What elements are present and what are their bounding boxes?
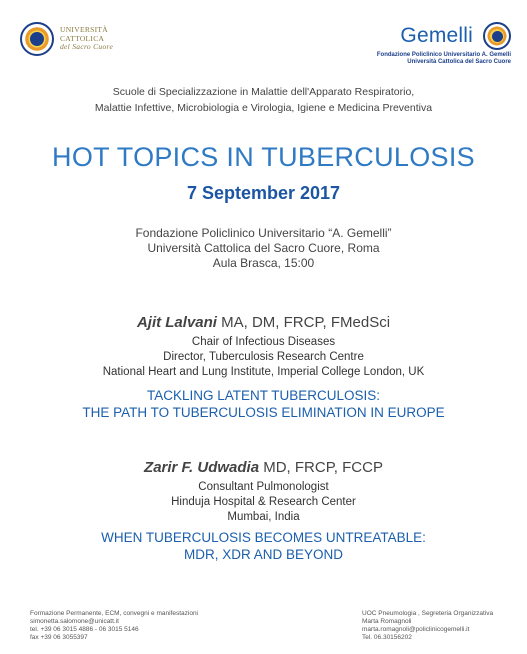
event-title: HOT TOPICS IN TUBERCULOSIS — [52, 142, 475, 172]
footer-right — [362, 610, 493, 642]
speaker-name: Zarir F. Udwadia — [144, 459, 260, 476]
speaker-role: Consultant Pulmonologist — [198, 481, 329, 493]
event-date: 7 September 2017 — [186, 183, 341, 203]
speaker-role: Hinduja Hospital & Research Center — [171, 496, 356, 508]
university-logo — [20, 22, 113, 56]
schools-line: Scuole di Specializzazione in Malattie dell'Apparato Respiratorio, — [112, 86, 415, 98]
footer-left — [30, 610, 198, 642]
gemelli-subtitle-line: Fondazione Policlinico Universitario A. Gemelli — [376, 52, 511, 58]
gemelli-seal-icon — [483, 22, 511, 50]
footer-line: Formazione Permanente, ECM, convegni e manifestazioni — [30, 610, 198, 617]
footer-email[interactable]: simonetta.salomone@unicatt.it — [30, 618, 119, 625]
venue-line: Fondazione Policlinico Universitario “A. Gemelli” — [135, 226, 392, 240]
talk-title-line: WHEN TUBERCULOSIS BECOMES UNTREATABLE: — [101, 530, 426, 545]
university-name-line: UNIVERSITÀ — [60, 25, 108, 35]
university-name-line: CATTOLICA — [60, 33, 105, 43]
speaker-role: Director, Tuberculosis Research Centre — [163, 351, 364, 363]
speaker-role: Chair of Infectious Diseases — [191, 336, 336, 348]
footer-line: Marta Romagnoli — [362, 618, 412, 625]
gemelli-subtitle-line: Università Cattolica del Sacro Cuore — [407, 59, 511, 65]
gemelli-name: Gemelli — [400, 24, 473, 47]
speaker-titles: MA, DM, FRCP, FMedSci — [216, 314, 391, 331]
talk-title-line: TACKLING LATENT TUBERCULOSIS: — [146, 388, 381, 403]
footer-line: Tel. 06.30156202 — [362, 634, 412, 641]
speaker-name: Ajit Lalvani — [136, 314, 217, 331]
venue-line: Università Cattolica del Sacro Cuore, Roma — [147, 241, 380, 255]
gemelli-logo — [311, 22, 511, 66]
speaker-block — [0, 459, 527, 563]
schools-block — [0, 84, 527, 116]
footer-email[interactable]: marta.romagnoli@policlinicogemelli.it — [362, 626, 470, 633]
university-name — [60, 26, 113, 52]
university-seal-icon — [20, 22, 54, 56]
footer-line: fax +39 06 3055397 — [30, 634, 88, 641]
university-name-line: del Sacro Cuore — [60, 42, 114, 52]
speaker-titles: MD, FRCP, FCCP — [259, 459, 383, 476]
schools-line: Malattie Infettive, Microbiologia e Virologia, Igiene e Medicina Preventiva — [94, 102, 433, 114]
talk-title-line: THE PATH TO TUBERCULOSIS ELIMINATION IN EUROPE — [82, 405, 445, 420]
speaker-role: Mumbai, India — [227, 511, 300, 523]
speaker-block — [0, 314, 527, 421]
speaker-role: National Heart and Lung Institute, Imperial College London, UK — [102, 366, 425, 378]
venue-room: Aula Brasca, 15:00 — [212, 256, 315, 270]
talk-title-line: MDR, XDR AND BEYOND — [183, 547, 344, 562]
speaker-heading — [0, 314, 527, 331]
footer-line: tel. +39 06 3015 4886 - 06 3015 5146 — [30, 626, 139, 633]
footer-line: UOC Pneumologia , Segreteria Organizzativa — [362, 610, 494, 617]
venue-block — [0, 226, 527, 271]
speaker-heading — [0, 459, 527, 476]
